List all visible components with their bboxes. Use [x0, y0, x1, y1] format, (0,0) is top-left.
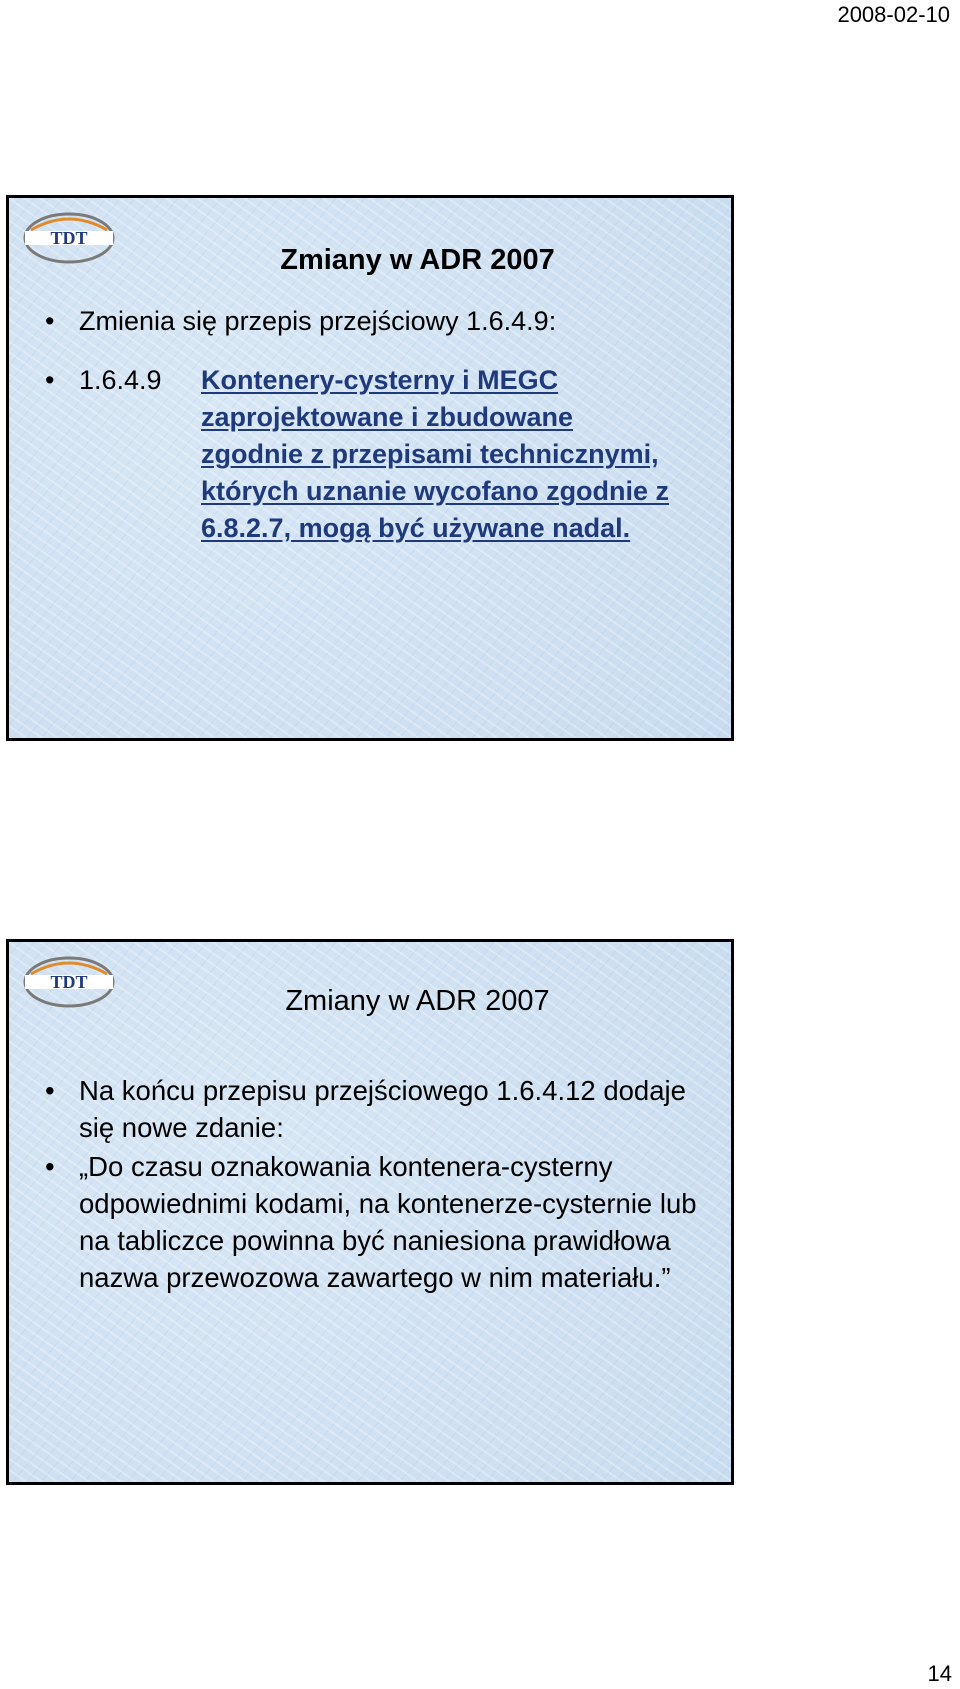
- list-item: [39, 362, 721, 547]
- bullet-text: „Do czasu oznakowania kontenera-cysterny odpowiednimi kodami, na kontenerze-cysternie lub na tabliczce powinna być naniesiona prawidłowa nazwa przewozowa zawartego w nim materiału.”: [79, 1151, 697, 1293]
- bullet-text: Zmienia się przepis przejściowy 1.6.4.9:: [79, 306, 557, 336]
- slide-title: Zmiany w ADR 2007: [285, 985, 550, 1017]
- list-item: [39, 1148, 721, 1296]
- provision-text: Kontenery-cysterny i MEGC zaprojektowane i zbudowane zgodnie z przepisami technicznymi, których uznanie wycofano zgodnie z 6.8.2.7, mogą być używane nadal.: [201, 365, 670, 543]
- bullet-list: [39, 304, 721, 547]
- logo-text: TDT: [50, 972, 88, 992]
- list-item: [39, 1072, 721, 1146]
- slide-title: Zmiany w ADR 2007: [280, 244, 555, 276]
- page-number: 14: [927, 1661, 952, 1686]
- provision-number: • 1.6.4.9: [79, 365, 162, 395]
- page-date: 2008-02-10: [837, 2, 950, 27]
- bullet-list: [39, 1072, 721, 1296]
- list-item: [39, 304, 721, 338]
- logo-text: TDT: [50, 228, 88, 248]
- slide-1: [6, 195, 734, 741]
- bullet-text: Na końcu przepisu przejściowego 1.6.4.12 dodaje się nowe zdanie:: [79, 1075, 686, 1143]
- slide-2: [6, 939, 734, 1485]
